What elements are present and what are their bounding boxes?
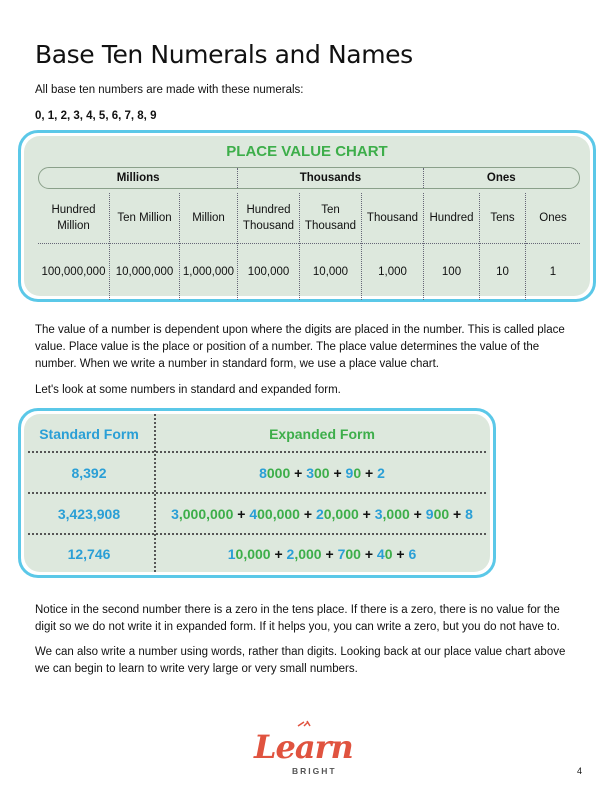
- numerals-list: 0, 1, 2, 3, 4, 5, 6, 7, 8, 9: [35, 110, 157, 122]
- place-value-column: [362, 193, 424, 300]
- column-value: 1: [549, 266, 557, 278]
- column-value: 100: [441, 266, 462, 278]
- column-head: Hundred: [429, 212, 474, 224]
- page-title: Base Ten Numerals and Names: [35, 40, 413, 69]
- paragraph-lets-look: Let's look at some numbers in standard and expanded form.: [35, 384, 341, 396]
- expanded-value: 8000 + 300 + 90 + 2: [259, 465, 385, 481]
- column-head: Ten Million: [117, 212, 172, 224]
- group-millions: Millions: [39, 168, 238, 188]
- expanded-value: 3,000,000 + 400,000 + 20,000 + 3,000 + 900 + 8: [171, 506, 473, 522]
- place-value-column: [300, 193, 362, 300]
- column-head: Tens: [490, 212, 515, 224]
- learn-bright-logo: [246, 720, 366, 780]
- paragraph-words: We can also write a number using words, rather than digits. Looking back at our place value chart above we can begin to learn to write very large or very small numbers.: [35, 646, 566, 675]
- expanded-form-heading: Expanded Form: [269, 426, 375, 442]
- standard-value: 8,392: [71, 465, 107, 481]
- column-head: Ten Thousand: [304, 204, 357, 232]
- place-value-column: [38, 193, 110, 300]
- group-thousands: Thousands: [238, 168, 423, 188]
- page-number: 4: [576, 766, 582, 776]
- group-ones: Ones: [486, 172, 516, 184]
- place-value-groups: [38, 167, 580, 189]
- standard-form-heading: Standard Form: [39, 426, 139, 442]
- table-row: [24, 495, 490, 533]
- table-row: [24, 536, 490, 572]
- logo-text: Learn: [254, 728, 353, 766]
- place-value-column: [238, 193, 300, 300]
- column-value: 1,000,000: [182, 266, 235, 278]
- column-head: Million: [192, 212, 225, 224]
- expanded-form-header-row: [24, 422, 490, 446]
- place-value-column: [480, 193, 526, 300]
- column-value: 1,000: [378, 266, 407, 278]
- place-value-column: [110, 193, 180, 300]
- expanded-value: 10,000 + 2,000 + 700 + 40 + 6: [227, 546, 417, 562]
- standard-value: 3,423,908: [57, 506, 121, 522]
- column-value: 100,000,000: [41, 266, 106, 278]
- place-value-chart-title: PLACE VALUE CHART: [226, 143, 388, 160]
- place-value-columns: [38, 193, 580, 300]
- intro-text: All base ten numbers are made with these numerals:: [35, 84, 304, 96]
- paragraph-place-value: The value of a number is dependent upon where the digits are placed in the number. This is called place value. Place value is the place or position of a number. The place value determines the value of the number. When we write a number in standard form, we use a place value chart.: [35, 324, 565, 370]
- place-value-column: [180, 193, 238, 300]
- paragraph-zero-note: Notice in the second number there is a zero in the tens place. If there is a zero, there is no value for the digit so we do not write it in expanded form. If it helps you, you can write a zero, but you do not have to.: [35, 604, 560, 633]
- column-head: Thousand: [366, 212, 419, 224]
- expanded-form-chart: [18, 408, 496, 578]
- column-value: 100,000: [247, 266, 290, 278]
- column-head: Hundred Million: [51, 204, 96, 232]
- standard-value: 12,746: [67, 546, 111, 562]
- column-head: Ones: [539, 212, 567, 224]
- place-value-column: [526, 193, 580, 300]
- column-value: 10: [496, 266, 509, 278]
- column-head: Hundred Thousand: [242, 204, 295, 232]
- logo-subtext: BRIGHT: [292, 766, 337, 776]
- place-value-column: [424, 193, 480, 300]
- place-value-chart: [18, 130, 596, 302]
- column-value: 10,000,000: [115, 266, 174, 278]
- column-value: 10,000: [312, 266, 349, 278]
- table-row: [24, 454, 490, 492]
